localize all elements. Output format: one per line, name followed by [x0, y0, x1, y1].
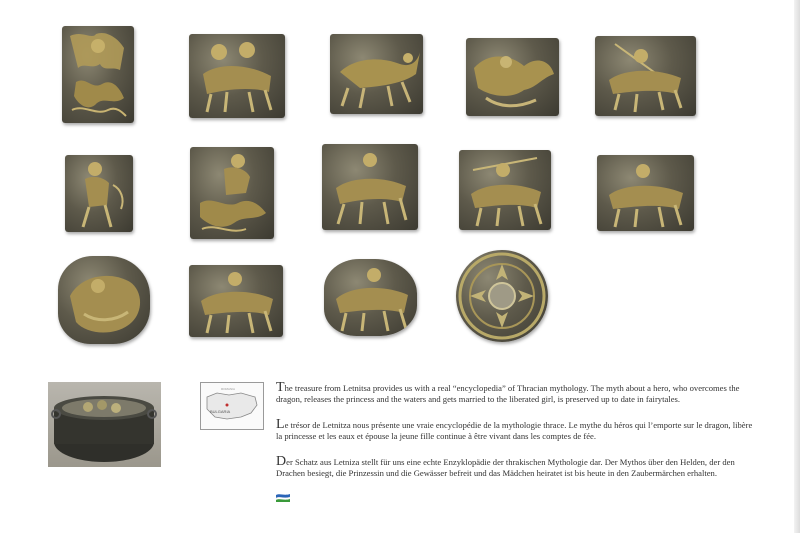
- plaque-relief-image: [62, 26, 134, 123]
- map-country-label: BULGARIA: [210, 409, 231, 414]
- page-edge: [794, 0, 800, 533]
- plaque-fragment: [58, 256, 150, 344]
- plaque-rider-bow-1: [322, 144, 418, 230]
- plaque-rider-spear: [595, 36, 696, 116]
- plaque-relief-image: [322, 144, 418, 230]
- plaque-relief-image: [597, 155, 694, 231]
- plaque-relief-image: [595, 36, 696, 116]
- plaque-rider-bow-2: [459, 150, 551, 230]
- plaque-dragon-fight: [466, 38, 559, 116]
- plaque-relief-image: [190, 147, 274, 239]
- map-top-label: ROMANIA: [221, 387, 236, 391]
- plaque-relief-image: [330, 34, 423, 114]
- flag-logo-icon: [276, 493, 290, 502]
- plaque-relief-image: [189, 265, 283, 337]
- plaque-hero-dragon-1: [62, 26, 134, 123]
- plaque-hero-dragon-2: [190, 147, 274, 239]
- cauldron-image: [48, 382, 161, 467]
- drop-cap-french: L: [276, 417, 285, 432]
- plaque-relief-image: [459, 150, 551, 230]
- cauldron-photo: [48, 382, 161, 467]
- drop-cap-english: T: [276, 380, 285, 395]
- plaque-relief-image: [65, 155, 133, 232]
- drop-cap-german: D: [276, 454, 287, 469]
- plaque-beast: [330, 34, 423, 114]
- plaque-relief-image: [58, 256, 150, 344]
- plaque-relief-image: [324, 259, 417, 336]
- text-english: he treasure from Letnitsa provides us with a real “encyclopedia” of Thracian mythology. The myth about a hero, who overcomes the dragon, releases the princess and the waters and gets married to the liberated girl, is preserved up to date in fairytales.: [276, 383, 740, 405]
- paragraph-french: [276, 417, 756, 443]
- text-german: er Schatz aus Letniza stellt für uns eine echte Enzyklopädie der thrakischen Mythologie dar. Der Mythos über den Helden, der den Drachen besiegt, die Prinzessin und die Gewässer befreit und das Mädchen heiratet ist bis heute in den Zaubermärchen erhalten.: [276, 457, 735, 479]
- map-image: [201, 383, 263, 429]
- plaque-rider-3: [597, 155, 694, 231]
- plaque-round-rosette: [456, 250, 548, 342]
- paragraph-english: [276, 380, 756, 406]
- plaque-rider-5: [324, 259, 417, 336]
- bulgaria-map: [200, 382, 264, 430]
- text-french: e trésor de Letnitza nous présente une vraie encyclopédie de la mythologie thrace. Le mythe du héros qui l’emporte sur le dragon, libère la princesse et les eaux et épouse la jeune fille continue à être vivant dans les comptes de fée.: [276, 420, 753, 442]
- plaque-rider-4: [189, 265, 283, 337]
- plaque-relief-image: [456, 250, 548, 342]
- plaque-relief-image: [189, 34, 285, 118]
- plaque-two-riders: [189, 34, 285, 118]
- plaque-hero-standing: [65, 155, 133, 232]
- flag-logo-image: [276, 493, 290, 502]
- paragraph-german: [276, 454, 756, 480]
- plaque-relief-image: [466, 38, 559, 116]
